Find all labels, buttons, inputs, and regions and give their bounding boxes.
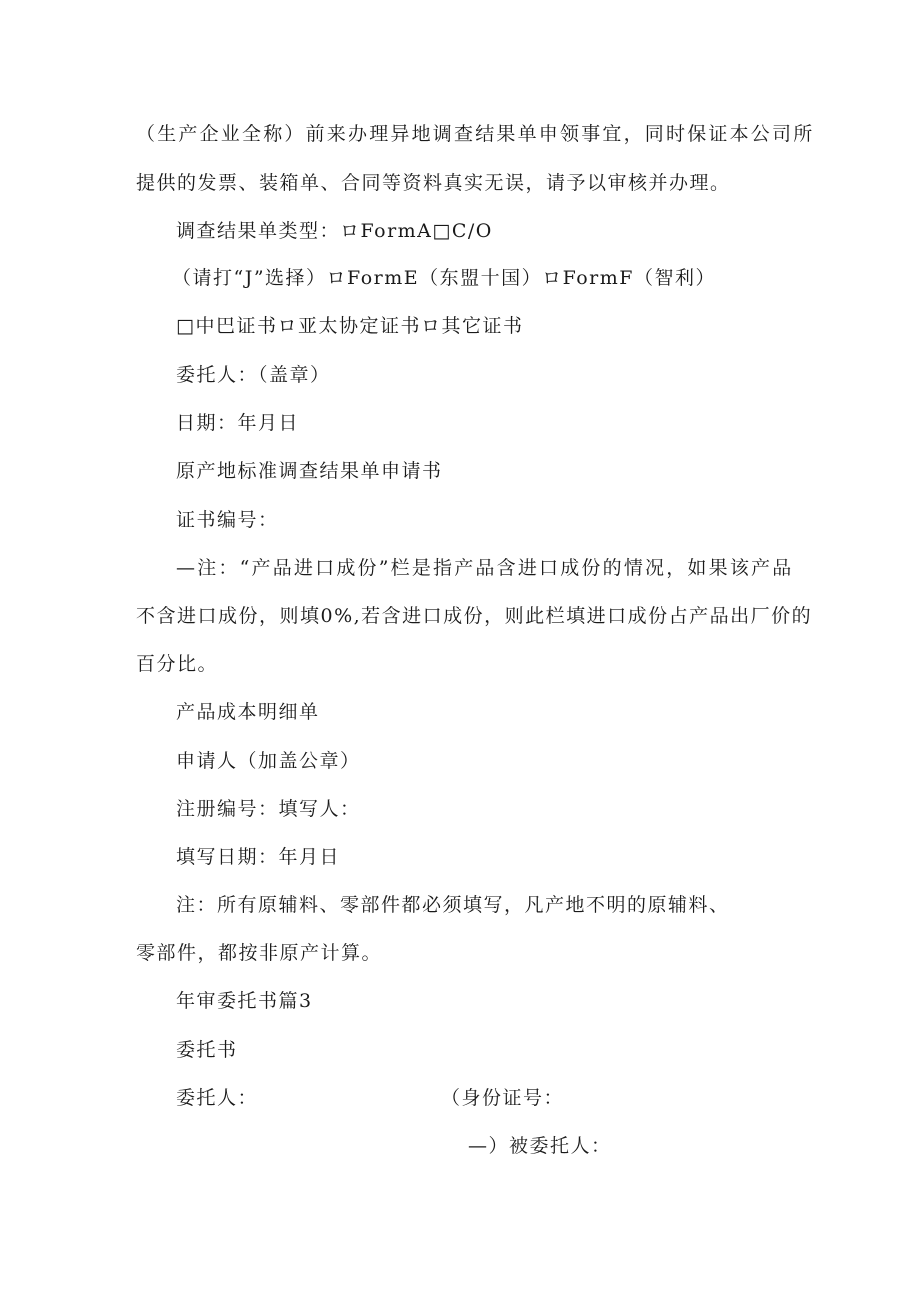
note-line: —注：“产品进口成份”栏是指产品含进口成份的情况，如果该产品 bbox=[176, 557, 794, 579]
section-heading: 委托书 bbox=[176, 1039, 238, 1061]
result-type-line: 调查结果单类型：ロFormA□C/O bbox=[176, 220, 493, 242]
section-heading: 年审委托书篇3 bbox=[176, 990, 313, 1012]
note-line: 零部件，都按非原产计算。 bbox=[136, 942, 383, 964]
principal-line: 委托人： bbox=[176, 1087, 259, 1109]
note-line: 百分比。 bbox=[136, 653, 219, 675]
applicant-line: 申请人（加盖公章） bbox=[176, 750, 361, 772]
date-line: 日期：年月日 bbox=[176, 412, 300, 434]
certificate-options-line: □中巴证书ロ亚太协定证书ロ其它证书 bbox=[176, 315, 524, 337]
note-line: 不含进口成份，则填0%,若含进口成份，则此栏填进口成份占产品出厂价的 bbox=[136, 605, 813, 627]
certificate-number-line: 证书编号： bbox=[176, 509, 279, 531]
result-type-options-line: （请打“J”选择）ロFormE（东盟十国）ロFormF（智利） bbox=[172, 267, 716, 289]
paragraph-line: （生产企业全称）前来办理异地调查结果单申领事宜，同时保证本公司所 bbox=[136, 123, 815, 145]
registration-line: 注册编号：填写人： bbox=[176, 798, 361, 820]
principal-seal-line: 委托人：（盖章） bbox=[176, 364, 331, 386]
paragraph-line: 提供的发票、装箱单、合同等资料真实无误，请予以审核并办理。 bbox=[136, 172, 731, 194]
fill-date-line: 填写日期：年月日 bbox=[176, 846, 341, 868]
section-heading: 原产地标准调查结果单申请书 bbox=[176, 460, 443, 482]
id-number-line: （身份证号： bbox=[441, 1087, 565, 1109]
section-heading: 产品成本明细单 bbox=[176, 701, 320, 723]
agent-line: —）被委托人： bbox=[468, 1135, 612, 1157]
note-line: 注：所有原辅料、零部件都必须填写，凡产地不明的原辅料、 bbox=[176, 894, 730, 916]
